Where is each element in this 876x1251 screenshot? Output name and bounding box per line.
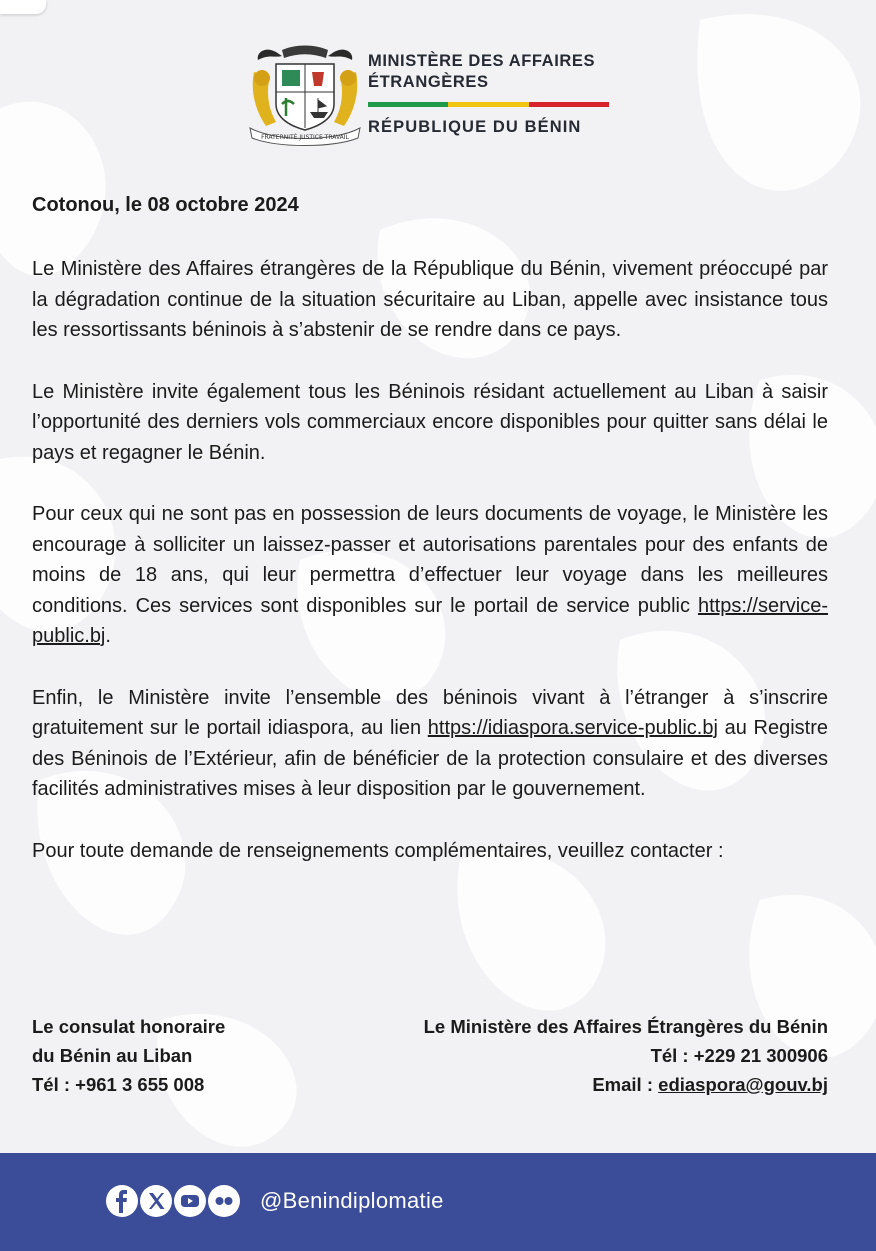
idiaspora-link[interactable]: https://idiaspora.service-public.bj [427, 717, 718, 739]
ministry-phone: Tél : +229 21 300906 [650, 1045, 828, 1066]
x-icon[interactable] [140, 1185, 172, 1217]
communique-body [32, 190, 828, 866]
consulate-phone: Tél : +961 3 655 008 [32, 1074, 205, 1095]
svg-text:FRATERNITÉ JUSTICE TRAVAIL: FRATERNITÉ JUSTICE TRAVAIL [261, 134, 349, 141]
paragraph-3-end: . [105, 625, 111, 647]
email-label: Email : [592, 1074, 659, 1095]
paragraph-4-end: au Registre des Béninois de l’Extérieur, afin de bénéficier de la protection consulaire et des diverses facilités administratives mises à leur disposition par le gouvernement. [32, 717, 828, 800]
ministry-contact [424, 1012, 828, 1099]
footer-bar [0, 1153, 876, 1251]
ministry-name: Le Ministère des Affaires Étrangères du Bénin [423, 1016, 828, 1037]
flag-stripe [368, 102, 609, 107]
consulate-name-line1: Le consulat honoraire [32, 1016, 226, 1037]
paragraph-2: Le Ministère invite également tous les Béninois résidant actuellement au Liban à saisir l’opportunité des derniers vols commerciaux encore disponibles pour quitter sans délai le pays et regagner le Bénin. [32, 380, 828, 464]
paragraph-1: Le Ministère des Affaires étrangères de la République du Bénin, vivement préoccupé par la dégradation continue de la situation sécuritaire au Liban, appelle avec insistance tous les ressortissants béninois à s’abstenir de se rendre dans ce pays. [32, 258, 828, 341]
flag-stripe-yellow [448, 102, 528, 107]
window-tab-corner [0, 0, 46, 14]
ministry-email-line [424, 1070, 828, 1099]
email-link[interactable]: ediaspora@gouv.bj [658, 1074, 828, 1095]
social-links [106, 1185, 444, 1217]
letterhead [246, 42, 626, 146]
contacts-block [32, 1012, 828, 1102]
social-handle: @Benindiplomatie [260, 1188, 444, 1213]
paragraph-5: Pour toute demande de renseignements complémentaires, veuillez contacter : [32, 839, 724, 862]
ministry-title: MINISTÈRE DES AFFAIRES ÉTRANGÈRES [368, 52, 596, 91]
paragraph-4 [32, 683, 828, 805]
coat-of-arms-icon [246, 42, 364, 146]
facebook-icon[interactable] [106, 1185, 138, 1217]
flag-stripe-green [368, 102, 448, 107]
flag-stripe-red [529, 102, 609, 107]
service-public-link[interactable]: https://service-public.bj [32, 594, 828, 647]
consulate-name-line2: du Bénin au Liban [32, 1045, 193, 1066]
paragraph-3-text: Pour ceux qui ne sont pas en possession de leurs documents de voyage, le Ministère les encourage à solliciter un laissez-passer et autorisations parentales pour des enfants de moins de 18 ans, qui leur permettra d’effectuer leur voyage dans les meilleures conditions. Ces services sont disponibles sur le portail de service public [32, 503, 828, 617]
republic-name: RÉPUBLIQUE DU BÉNIN [368, 118, 582, 136]
paragraph-4-start: Enfin, le Ministère invite l’ensemble des béninois vivant à l’étranger à s’inscrire gratuitement sur le portail idiaspora, au lien [32, 686, 828, 739]
paragraph-3 [32, 499, 828, 652]
flickr-icon[interactable] [208, 1185, 240, 1217]
date-line: Cotonou, le 08 octobre 2024 [32, 194, 299, 216]
youtube-icon[interactable] [174, 1185, 206, 1217]
consulate-contact [32, 1012, 225, 1099]
